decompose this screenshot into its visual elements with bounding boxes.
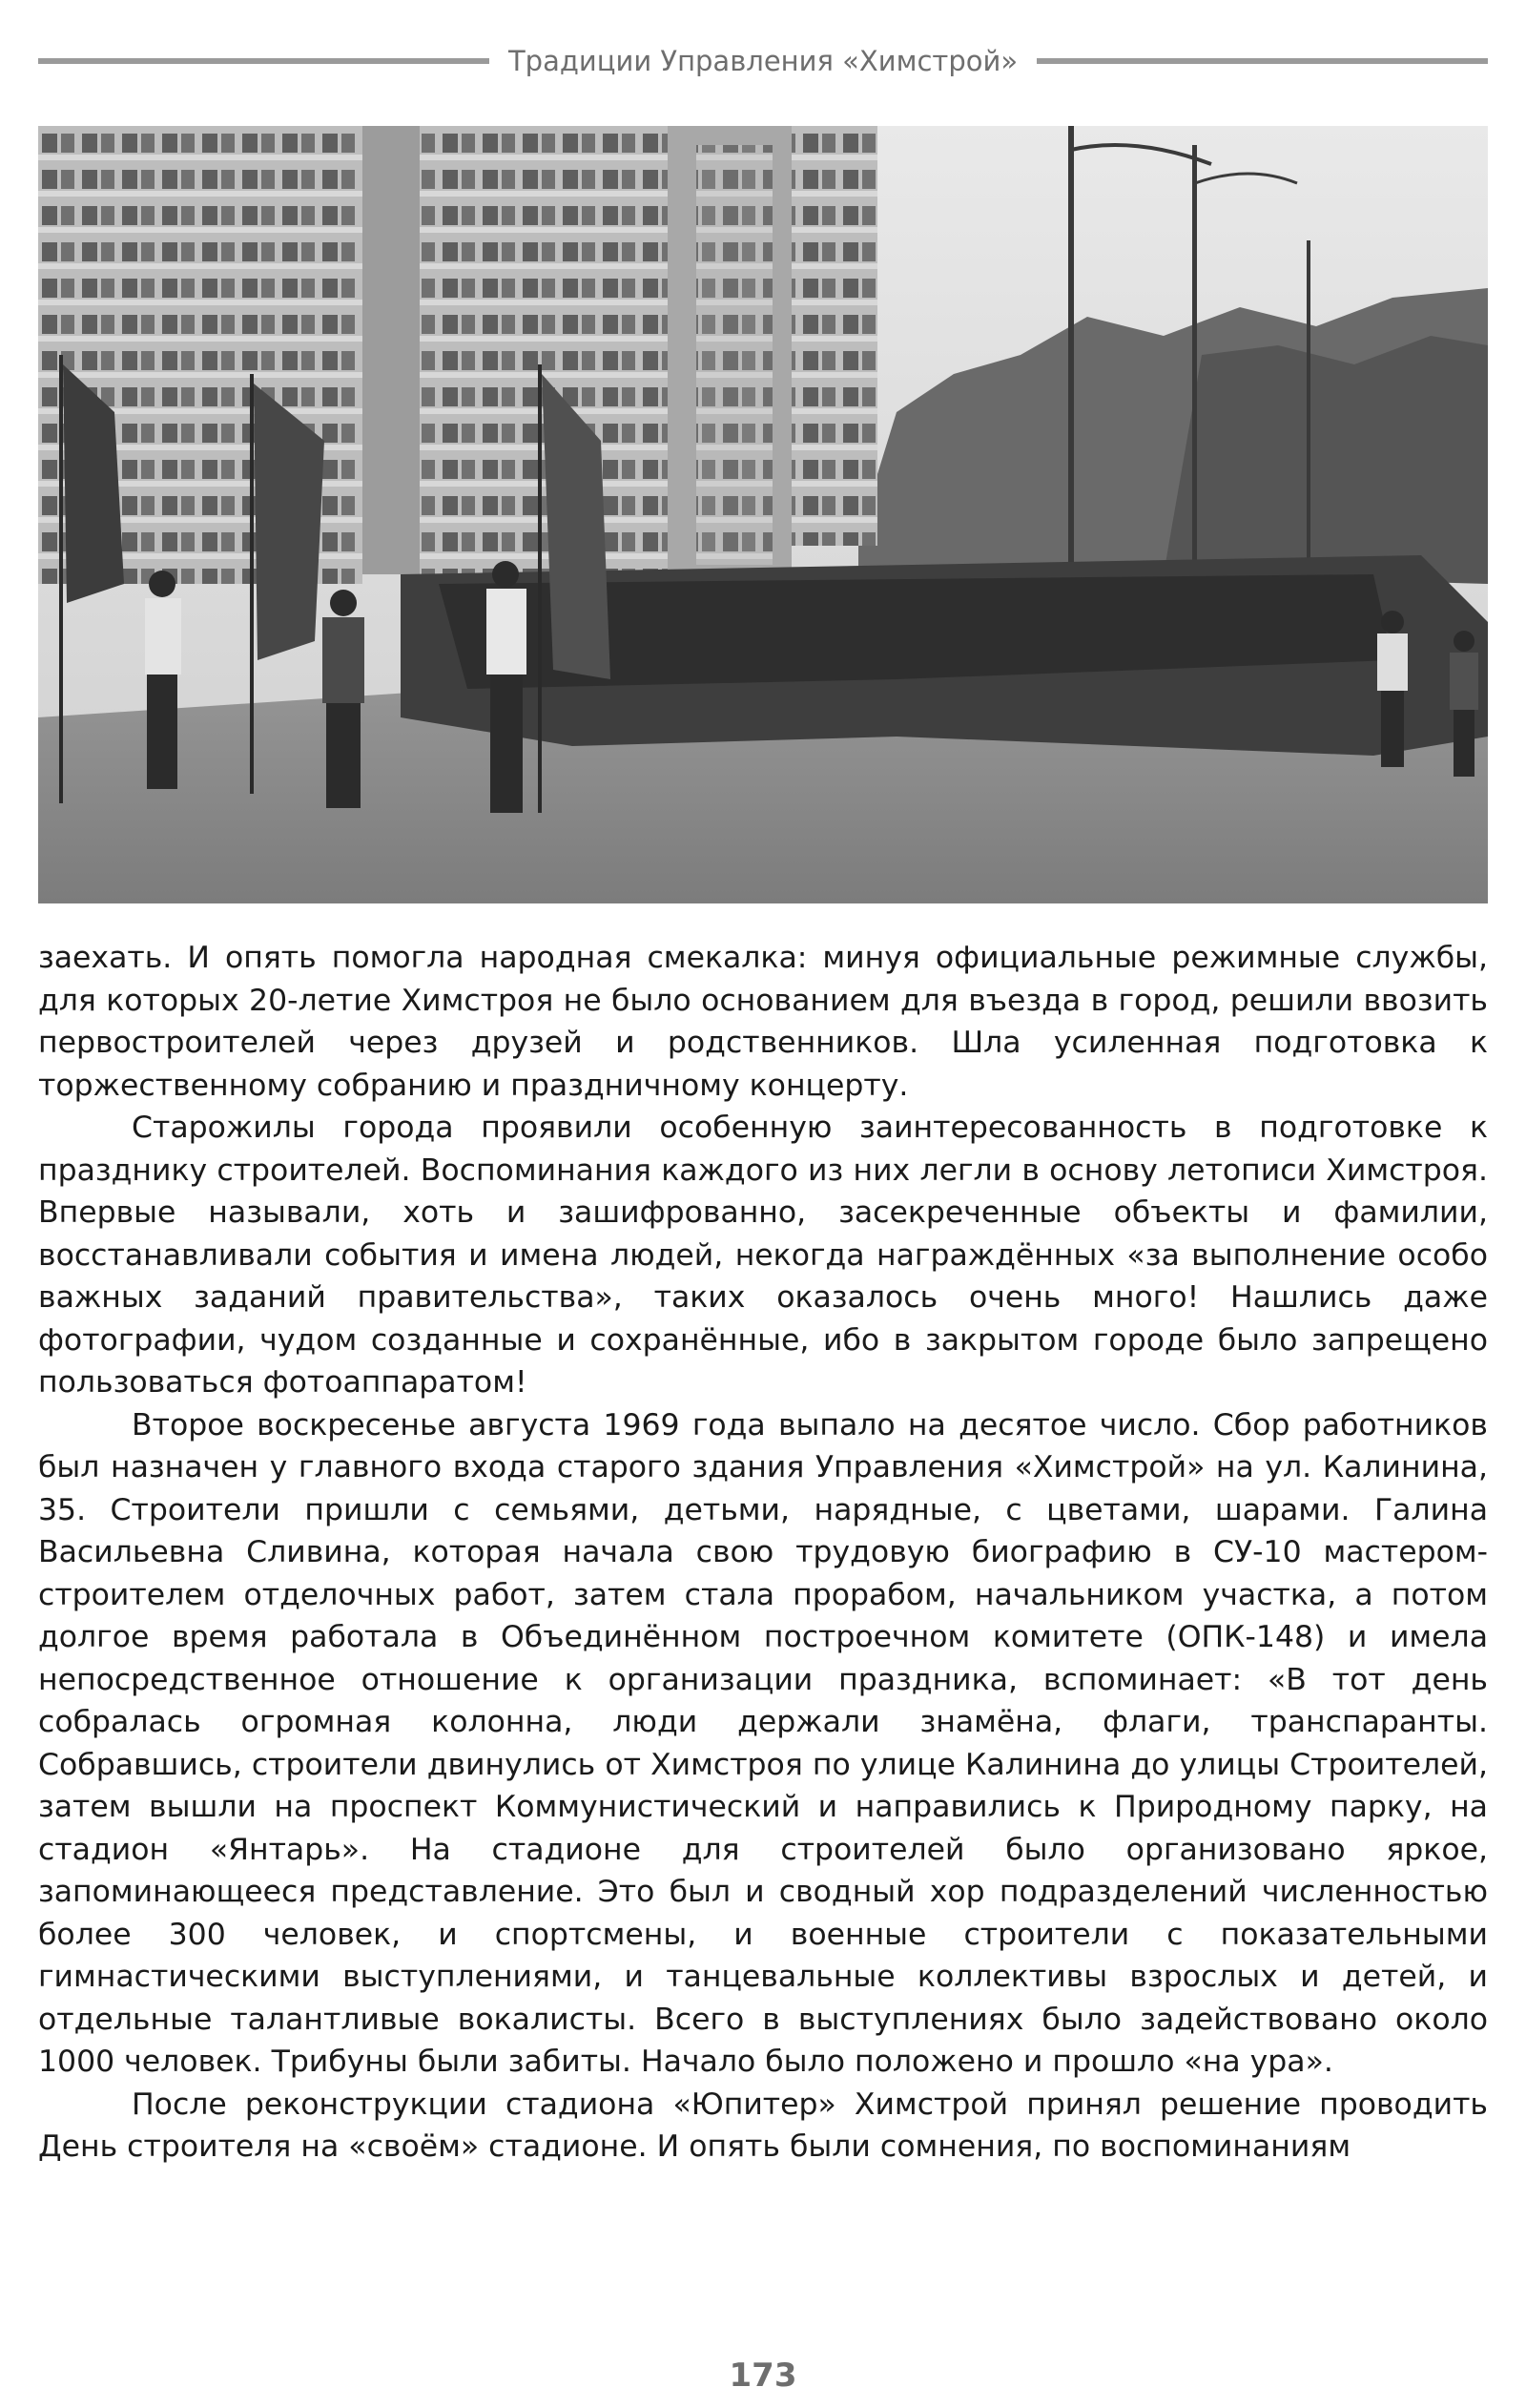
parade-photo (38, 126, 1488, 903)
paragraph: Второе воскресенье августа 1969 года выпало на десятое число. Сбор работников был назначен у главного входа старого здания Управления «Химстрой» на ул. Калинина, 35. Строители пришли с семьями, детьми, нарядные, с цветами, шарами. Галина Васильевна Сливина, которая начала свою трудовую биографию в СУ-10 мастером-строителем отделочных работ, затем стала прорабом, начальником участка, а потом долгое время работала в Объединённом построечном комитете (ОПК-148) и имела непосредственное отношение к организации праздника, вспоминает: «В тот день собралась огромная колонна, люди держали знамёна, флаги, транспаранты. Собравшись, строители двинулись от Химстроя по улице Калинина до улицы Строителей, затем вышли на проспект Коммунистический и направились к Природному парку, на стадион «Янтарь». На стадионе для строителей было организовано яркое, запоминающееся представление. Это был и сводный хор подразделений численностью более 300 человек, и спортсмены, и военные строители с показательными гимнастическими выступлениями, и танцевальные коллективы взрослых и детей, и отдельные талантливые вокалисты. Всего в выступлениях было задействовано около 1000 человек. Трибуны были забиты. Начало было положено и прошло «на ура». (38, 1407, 1488, 2079)
paragraph: заехать. И опять помогла народная смекалка: минуя официальные режимные службы, для которых 20-летие Химстроя не было основанием для въезда в город, решили ввозить первостроителей через друзей и родственников. Шла усиленная подготовка к торжественному собранию и праздничному концерту. (38, 941, 1488, 1103)
header-rule-left (38, 58, 489, 64)
paragraph: После реконструкции стадиона «Юпитер» Химстрой принял решение проводить День строителя на «своём» стадионе. И опять были сомнения, по воспоминаниям (38, 2086, 1488, 2164)
paragraph: Старожилы города проявили особенную заинтересованность в подготовке к празднику строителей. Воспоминания каждого из них легли в основу летописи Химстроя. Впервые называли, хоть и зашифрованно, засекреченные объекты и фамилии, восстанавливали события и имена людей, некогда награждённых «за выполнение особо важных заданий правительства», таких оказалось очень много! Нашлись даже фотографии, чудом созданные и сохранённые, ибо в закрытом городе было запрещено пользоваться фотоаппаратом! (38, 1111, 1488, 1400)
header-rule-right (1037, 58, 1488, 64)
body-text (38, 937, 1488, 2169)
running-header (38, 40, 1488, 82)
running-header-title: Традиции Управления «Химстрой» (507, 45, 1019, 77)
page-number: 173 (729, 2356, 797, 2395)
